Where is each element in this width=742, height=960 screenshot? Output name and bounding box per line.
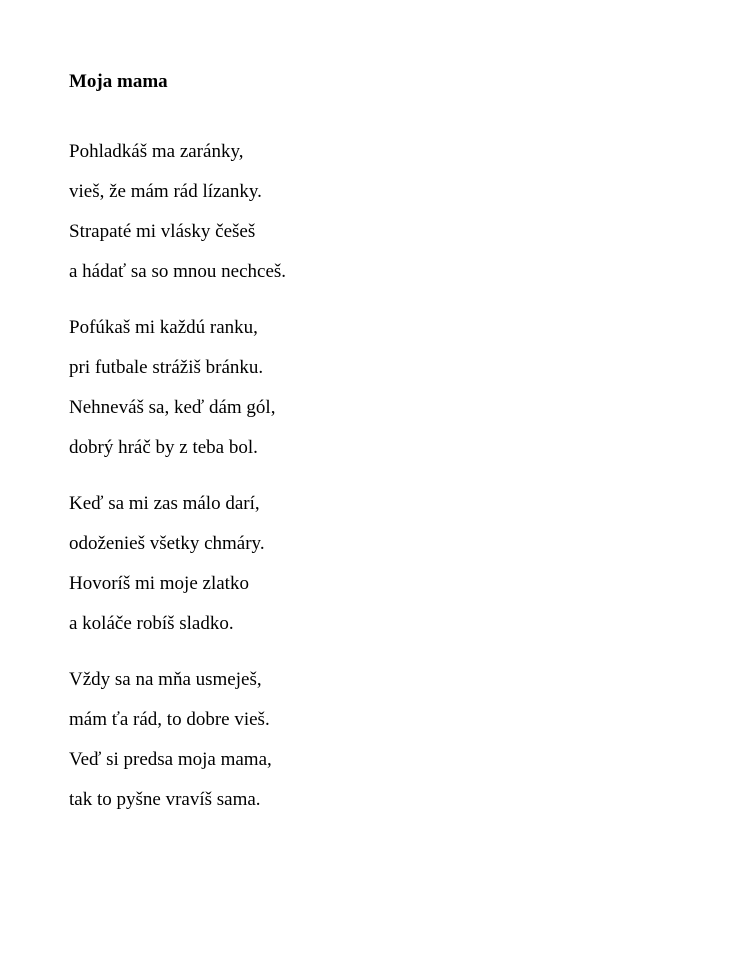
poem-line: pri futbale strážiš bránku.: [69, 357, 264, 378]
poem-title: Moja mama: [69, 71, 168, 92]
poem-line: a koláče robíš sladko.: [69, 613, 234, 634]
stanza-4: [69, 668, 272, 828]
poem-line: vieš, že mám rád lízanky.: [69, 181, 262, 202]
poem-line: Veď si predsa moja mama,: [69, 749, 272, 770]
poem-line: a hádať sa so mnou nechceš.: [69, 261, 287, 282]
stanza-1: [69, 140, 286, 300]
poem-line: Strapaté mi vlásky češeš: [69, 221, 256, 242]
poem-line: Keď sa mi zas málo darí,: [69, 493, 260, 514]
poem-line: odoženieš všetky chmáry.: [69, 533, 265, 554]
stanza-3: [69, 492, 265, 652]
poem-line: tak to pyšne vravíš sama.: [69, 789, 261, 810]
stanza-2: [69, 316, 275, 476]
poem-line: Hovoríš mi moje zlatko: [69, 573, 249, 594]
poem-line: Nehneváš sa, keď dám gól,: [69, 397, 276, 418]
poem-line: Pofúkaš mi každú ranku,: [69, 317, 258, 338]
poem-line: Pohladkáš ma zaránky,: [69, 141, 244, 162]
poem-line: dobrý hráč by z teba bol.: [69, 437, 258, 458]
poem-line: Vždy sa na mňa usmeješ,: [69, 669, 262, 690]
poem-line: mám ťa rád, to dobre vieš.: [69, 709, 270, 730]
